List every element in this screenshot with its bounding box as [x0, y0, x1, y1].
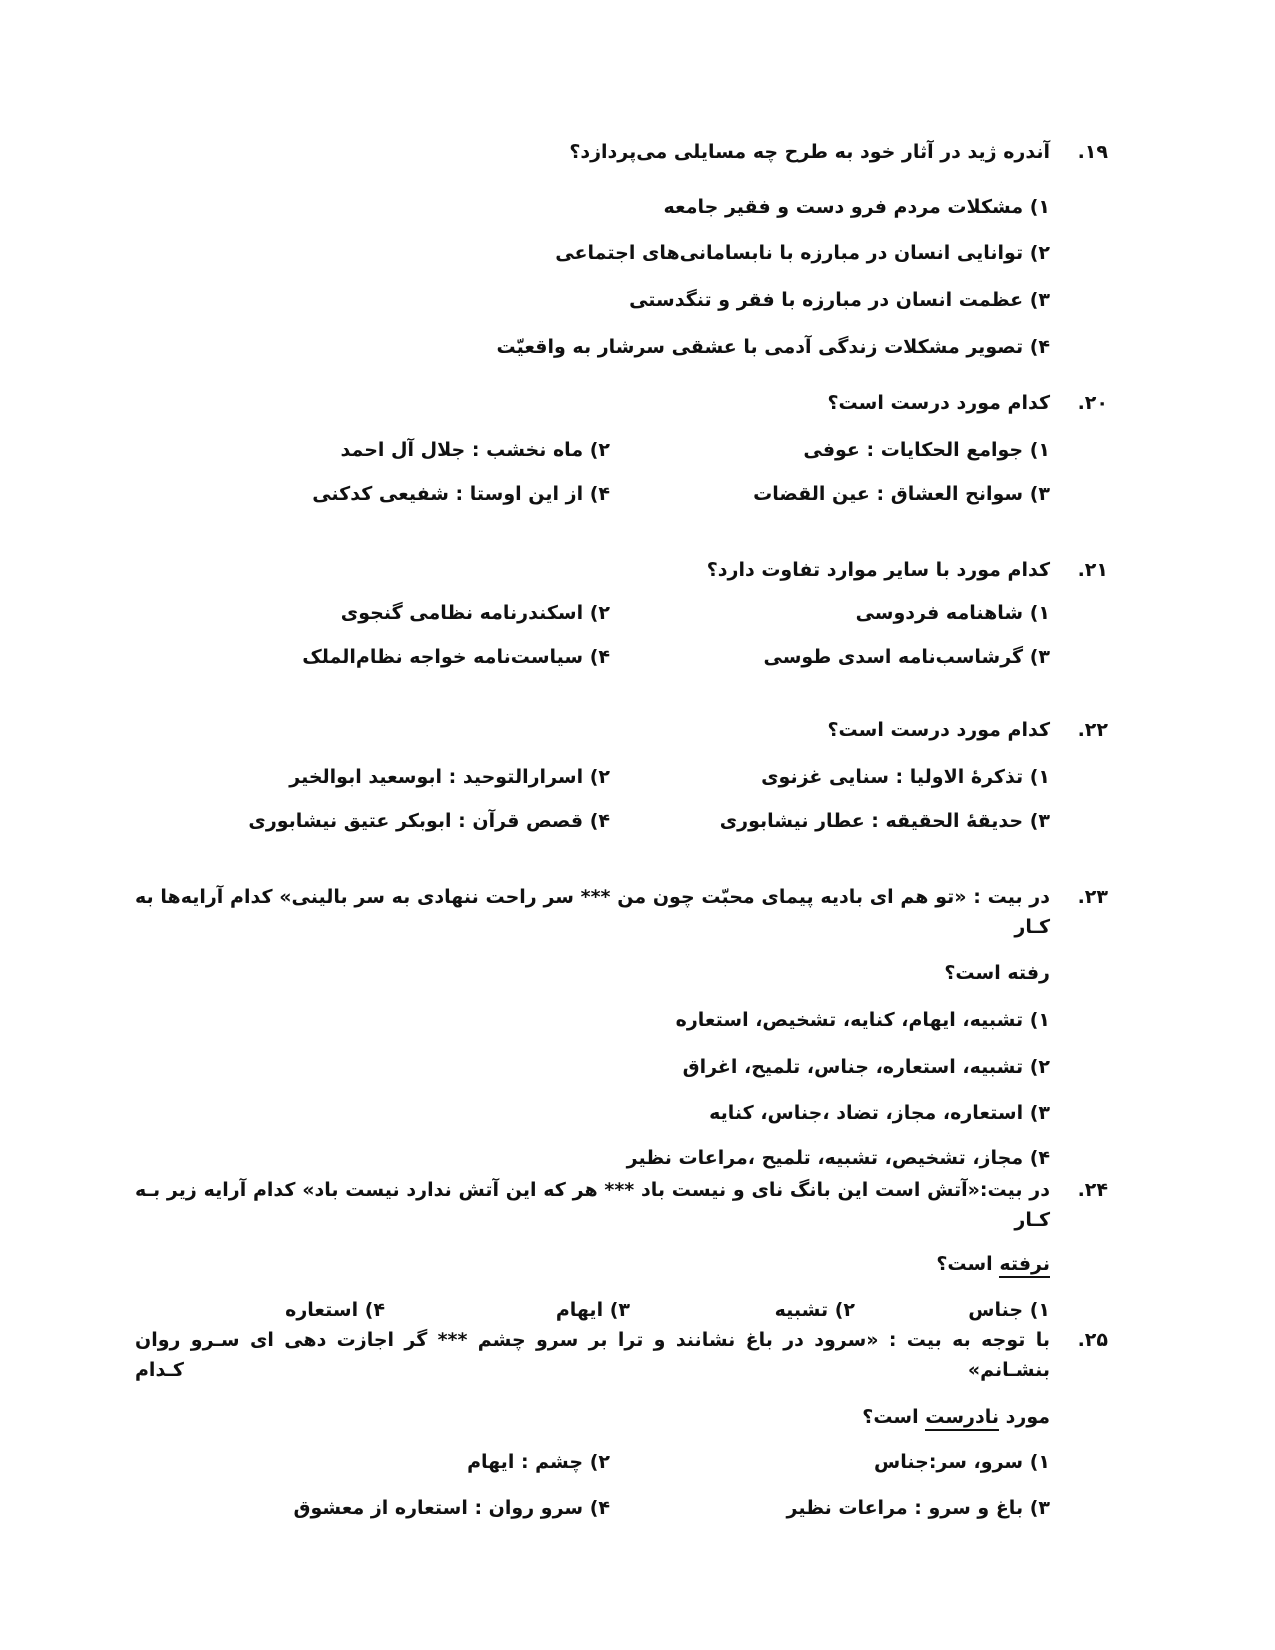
question-text: کدام مورد درست است؟ [827, 392, 1050, 414]
question-text: در بیت:«آتش است این بانگ نای و نیست باد *** هر که این آتش ندارد نیست باد» کدام آرایه زیر بـه کـار [135, 1179, 1050, 1231]
option: ۳) استعاره، مجاز، تضاد ،جناس، کنایه [709, 1102, 1050, 1124]
option: ۲) توانایی انسان در مبارزه با نابسامانی‌های اجتماعی [555, 242, 1050, 264]
question-number: ۲۳. [1077, 886, 1108, 908]
option: ۴) سرو روان : استعاره از معشوق [293, 1497, 610, 1519]
underlined-word: نرفته [999, 1253, 1050, 1278]
question-text-continued [135, 1402, 1050, 1432]
option: ۴) تصویر مشکلات زندگی آدمی با عشقی سرشار به واقعیّت [496, 336, 1050, 358]
option: ۴) قصص قرآن : ابوبکر عتیق نیشابوری [248, 810, 610, 832]
option: ۱) شاهنامه فردوسی [855, 602, 1050, 624]
option: ۳) گرشاسب‌نامه اسدی طوسی [763, 646, 1050, 668]
question-21 [135, 555, 1108, 672]
option: ۴) سیاست‌نامه خواجه نظام‌الملک [302, 646, 610, 668]
question-23 [135, 882, 1108, 1173]
option: ۴) از این اوستا : شفیعی کدکنی [312, 483, 610, 505]
question-number: ۲۲. [1077, 719, 1108, 741]
option: ۱) تذکرهٔ الاولیا : سنایی غزنوی [761, 766, 1050, 788]
question-text-pre: مورد [999, 1406, 1050, 1428]
option: ۱) مشکلات مردم فرو دست و فقیر جامعه [663, 196, 1050, 218]
question-text: آندره ژید در آثار خود به طرح چه مسایلی می‌پردازد؟ [569, 141, 1050, 163]
question-19 [135, 137, 1108, 362]
option: ۱) تشبیه، ایهام، کنایه، تشخیص، استعاره [675, 1009, 1050, 1031]
question-text-continued: رفته است؟ [944, 962, 1050, 984]
question-number: ۱۹. [1077, 141, 1108, 163]
question-text: با توجه به بیت : «سرود در باغ نشانند و ترا بر سرو چشم *** گر اجازت دهی ای سـرو روان بنشـانم» کـدام [135, 1329, 1050, 1381]
question-number: ۲۴. [1077, 1179, 1108, 1201]
question-number: ۲۰. [1077, 392, 1108, 414]
question-number: ۲۱. [1077, 559, 1108, 581]
question-text: کدام مورد با سایر موارد تفاوت دارد؟ [706, 559, 1050, 581]
option: ۳) ایهام [555, 1299, 630, 1321]
option: ۳) باغ و سرو : مراعات نظیر [786, 1497, 1050, 1519]
option: ۲) چشم : ایهام [467, 1451, 610, 1473]
option: ۲) اسرارالتوحید : ابوسعید ابوالخیر [289, 766, 610, 788]
question-text-continued [135, 1249, 1050, 1279]
option: ۱) سرو، سر:جناس [874, 1451, 1050, 1473]
question-24 [135, 1175, 1108, 1325]
option: ۲) تشبیه [774, 1299, 855, 1321]
question-25 [135, 1325, 1108, 1523]
question-22 [135, 715, 1108, 836]
option: ۳) عظمت انسان در مبارزه با فقر و تنگدستی [629, 289, 1050, 311]
underlined-word: نادرست [925, 1406, 999, 1431]
option: ۴) استعاره [285, 1299, 385, 1321]
option: ۲) تشبیه، استعاره، جناس، تلمیح، اغراق [682, 1056, 1050, 1078]
question-number: ۲۵. [1077, 1329, 1108, 1351]
question-text-rest: است؟ [862, 1406, 926, 1428]
option: ۳) سوانح العشاق : عین القضات [753, 483, 1050, 505]
option: ۲) اسکندرنامه نظامی گنجوی [340, 602, 610, 624]
question-text-rest: است؟ [936, 1253, 1000, 1275]
option: ۱) جناس [968, 1299, 1050, 1321]
question-text: کدام مورد درست است؟ [827, 719, 1050, 741]
option: ۳) حدیقهٔ الحقیقه : عطار نیشابوری [719, 810, 1050, 832]
option: ۲) ماه نخشب : جلال آل احمد [340, 439, 610, 461]
option: ۴) مجاز، تشخیص، تشبیه، تلمیح ،مراعات نظیر [626, 1147, 1050, 1169]
question-20 [135, 388, 1108, 509]
option: ۱) جوامع الحکایات : عوفی [803, 439, 1050, 461]
question-text: در بیت : «تو هم ای بادیه پیمای محبّت چون من *** سر راحت ننهادی به سر بالینی» کدام آرایه‌ها به کـار [135, 886, 1050, 938]
